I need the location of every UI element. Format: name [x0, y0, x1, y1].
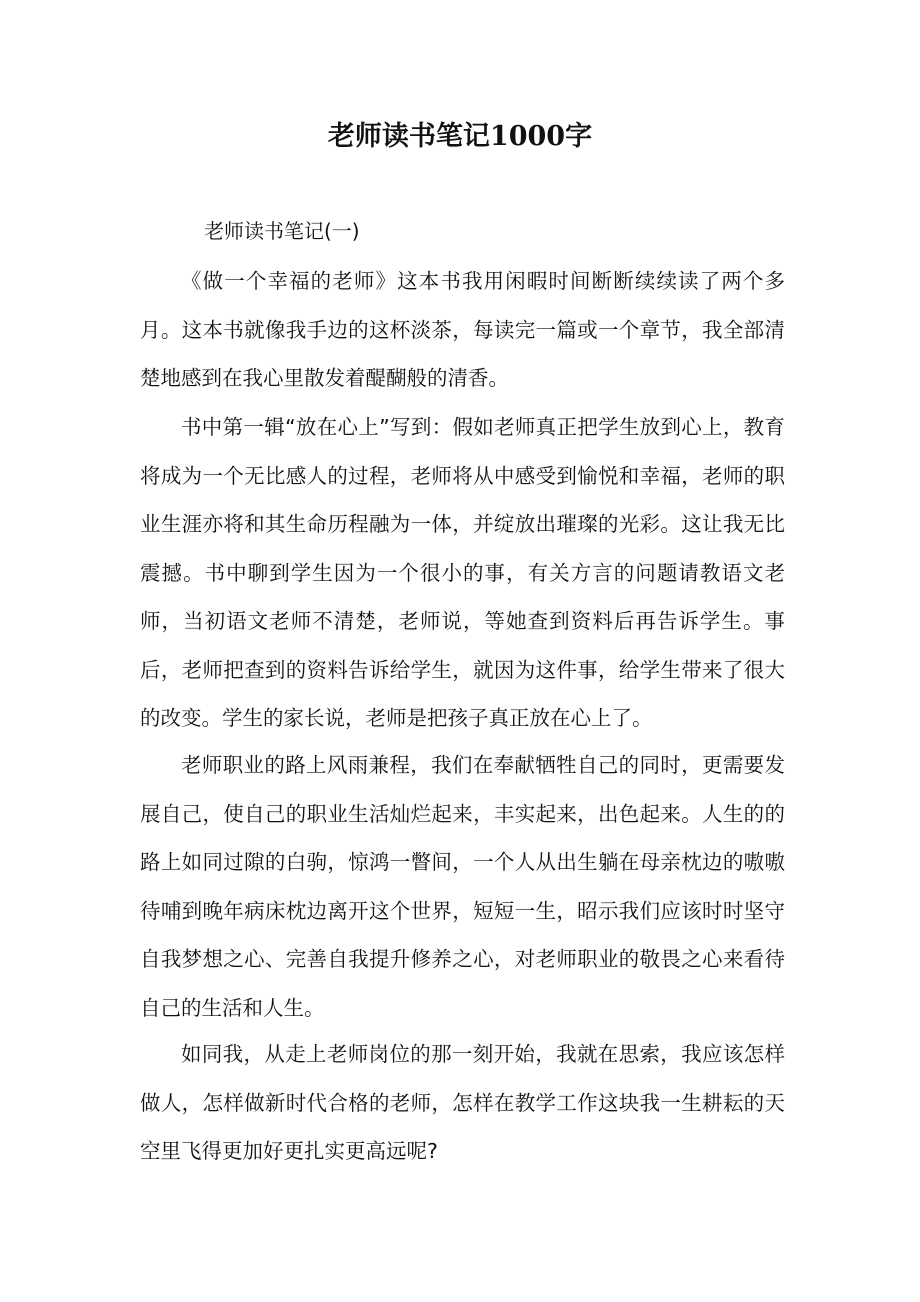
- document-title: 老师读书笔记1000字: [327, 121, 593, 152]
- paragraph-4: 如同我，从走上老师岗位的那一刻开始，我就在思索，我应该怎样做人，怎样做新时代合格的老师，怎样在教学工作这块我一生耕耘的天空里飞得更加好更扎实更高远呢?: [140, 1042, 785, 1163]
- paragraph-3: 老师职业的路上风雨兼程，我们在奉献牺牲自己的同时，更需要发展自己，使自己的职业生活灿烂起来，丰实起来，出色起来。人生的的路上如同过隙的白驹，惊鸿一瞥间，一个人从出生躺在母亲枕边的嗷嗷待哺到晚年病床枕边离开这个世界，短短一生，昭示我们应该时时坚守自我梦想之心、完善自我提升修养之心，对老师职业的敬畏之心来看待自己的生活和人生。: [140, 753, 785, 1020]
- paragraph-1: 《做一个幸福的老师》这本书我用闲暇时间断断续续读了两个多月。这本书就像我手边的这杯淡茶，每读完一篇或一个章节，我全部清楚地感到在我心里散发着醍醐般的清香。: [140, 269, 785, 390]
- paragraph-2: 书中第一辑“放在心上”写到：假如老师真正把学生放到心上，教育将成为一个无比感人的过程，老师将从中感受到愉悦和幸福，老师的职业生涯亦将和其生命历程融为一体，并绽放出璀璨的光彩。这让我无比震撼。书中聊到学生因为一个很小的事，有关方言的问题请教语文老师，当初语文老师不清楚，老师说，等她查到资料后再告诉学生。事后，老师把查到的资料告诉给学生，就因为这件事，给学生带来了很大的改变。学生的家长说，老师是把孩子真正放在心上了。: [140, 415, 785, 730]
- section-subheading: 老师读书笔记(一): [204, 219, 360, 243]
